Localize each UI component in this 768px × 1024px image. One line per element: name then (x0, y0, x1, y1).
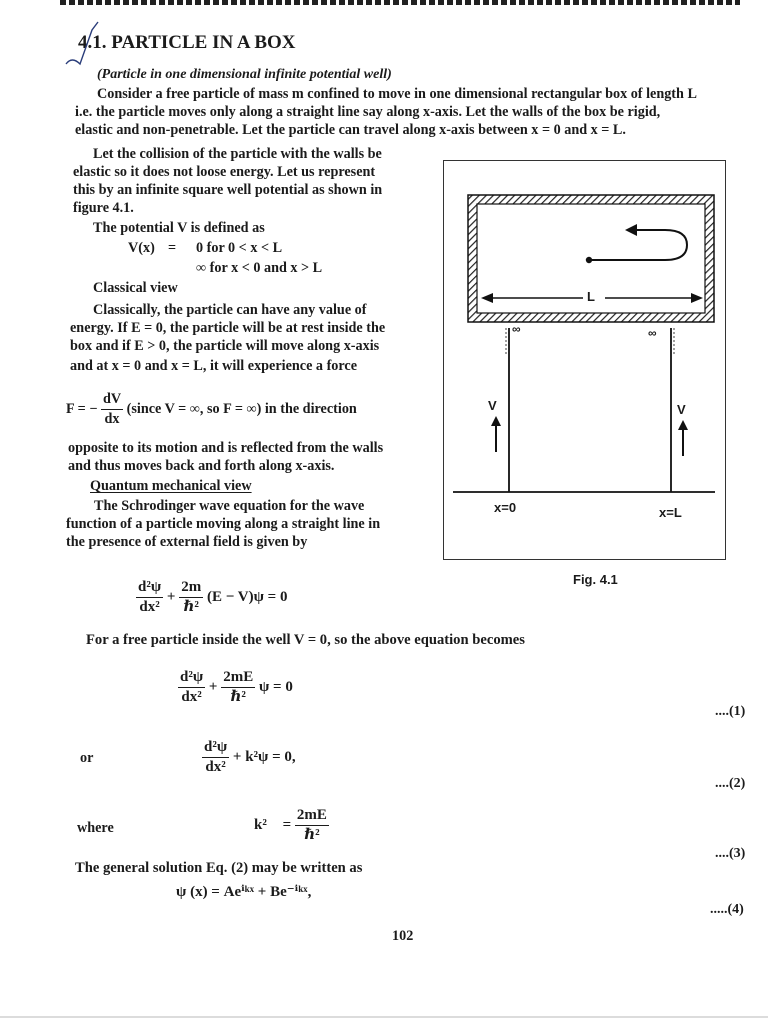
eq1-frac-1 (178, 668, 205, 707)
potential-lhs: V(x) (128, 240, 155, 256)
eq3-den: ℏ² (304, 827, 320, 843)
schrodinger-frac-2 (179, 578, 203, 617)
figure-xL-label: x=L (659, 505, 682, 520)
quantum-line-1: The Schrodinger wave equation for the wave (94, 498, 365, 514)
schrodinger-frac-1 (136, 578, 163, 617)
infinite-well-diagram (443, 160, 726, 560)
equation-2-number: ....(2) (715, 776, 746, 791)
classical-line-5: opposite to its motion and is reflected from the walls (68, 440, 384, 456)
page-bottom-edge (0, 1016, 768, 1018)
schrodinger-num-1: d²ψ (136, 578, 163, 598)
figure-infinity-left: ∞ (512, 322, 521, 336)
eq3-num: 2mE (295, 806, 329, 826)
where-label: where (77, 820, 114, 836)
eq2-rest: + k²ψ = 0, (232, 748, 296, 765)
collision-line-4: figure 4.1. (73, 200, 134, 216)
equation-3 (254, 806, 329, 845)
classical-line-6: and thus moves back and forth along x-axis. (68, 458, 335, 474)
force-fraction (101, 390, 123, 429)
force-numerator: dV (101, 390, 123, 410)
eq2-num: d²ψ (202, 738, 229, 758)
section-subtitle: (Particle in one dimensional infinite potential well) (97, 67, 392, 82)
eq1-plus: + (208, 678, 218, 695)
potential-intro: The potential V is defined as (93, 220, 265, 236)
eq1-rest: ψ = 0 (258, 678, 293, 695)
eq1-den-2: ℏ² (230, 689, 246, 705)
eq3-equals: = (282, 816, 292, 833)
eq2-den: dx² (205, 759, 226, 775)
classical-line-2: energy. If E = 0, the particle will be at rest inside the (70, 320, 386, 336)
eq3-lhs: k² (254, 816, 267, 833)
potential-case-1: 0 for 0 < x < L (196, 240, 283, 256)
page-top-border (60, 0, 740, 5)
schrodinger-equation (136, 578, 287, 617)
eq1-num-1: d²ψ (178, 668, 205, 688)
collision-line-1: Let the collision of the particle with the walls be (93, 146, 382, 162)
force-lhs: F = − (66, 400, 98, 417)
figure-v-right: V (677, 402, 686, 417)
equation-4-number: .....(4) (710, 902, 744, 917)
classical-heading: Classical view (93, 280, 178, 296)
intro-line-1: Consider a free particle of mass m confined to move in one dimensional rectangular box of length L (97, 86, 697, 102)
equation-3-number: ....(3) (715, 846, 746, 861)
potential-case-2: ∞ for x < 0 and x > L (196, 260, 323, 276)
or-label: or (80, 750, 94, 766)
potential-equals: = (168, 240, 177, 256)
schrodinger-den-1: dx² (139, 599, 160, 615)
free-particle-text: For a free particle inside the well V = 0, so the above equation becomes (86, 632, 525, 648)
equation-1-number: ....(1) (715, 704, 746, 719)
eq1-den-1: dx² (181, 689, 202, 705)
schrodinger-num-2: 2m (179, 578, 203, 598)
classical-line-4: and at x = 0 and x = L, it will experience a force (70, 358, 358, 374)
force-rest: (since V = ∞, so F = ∞) in the direction (126, 400, 357, 417)
schrodinger-plus: + (166, 588, 176, 605)
figure-infinity-right: ∞ (648, 326, 657, 340)
eq3-frac (295, 806, 329, 845)
section-title: 4.1. PARTICLE IN A BOX (78, 32, 296, 53)
figure-v-left: V (488, 398, 497, 413)
figure-length-label: L (587, 289, 595, 304)
figure-caption: Fig. 4.1 (573, 572, 618, 587)
schrodinger-rest: (E − V)ψ = 0 (206, 588, 288, 605)
schrodinger-den-2: ℏ² (183, 599, 199, 615)
quantum-line-3: the presence of external field is given by (66, 534, 308, 550)
eq1-frac-2 (221, 668, 255, 707)
equation-2 (202, 738, 296, 777)
check-mark-icon (62, 20, 110, 72)
quantum-line-2: function of a particle moving along a straight line in (66, 516, 381, 532)
equation-1 (178, 668, 293, 707)
eq2-frac (202, 738, 229, 777)
equation-4: ψ (x) = Aeⁱᵏˣ + Be⁻ⁱᵏˣ, (176, 884, 312, 900)
figure-x0-label: x=0 (494, 500, 517, 515)
collision-line-3: this by an infinite square well potential as shown in (73, 182, 383, 198)
collision-line-2: elastic so it does not loose energy. Let us represent (73, 164, 376, 180)
eq1-num-2: 2mE (221, 668, 255, 688)
classical-line-1: Classically, the particle can have any value of (93, 302, 367, 318)
intro-line-3: elastic and non-penetrable. Let the particle can travel along x-axis between x = 0 and x = L. (75, 122, 626, 138)
force-equation (66, 390, 357, 429)
intro-line-2: i.e. the particle moves only along a straight line say along x-axis. Let the walls of the box be rigid, (75, 104, 661, 120)
force-denominator: dx (104, 411, 120, 427)
classical-line-3: box and if E > 0, the particle will move along x-axis (70, 338, 380, 354)
general-solution-text: The general solution Eq. (2) may be written as (75, 860, 363, 876)
quantum-heading: Quantum mechanical view (90, 478, 252, 494)
page-number: 102 (392, 928, 414, 944)
